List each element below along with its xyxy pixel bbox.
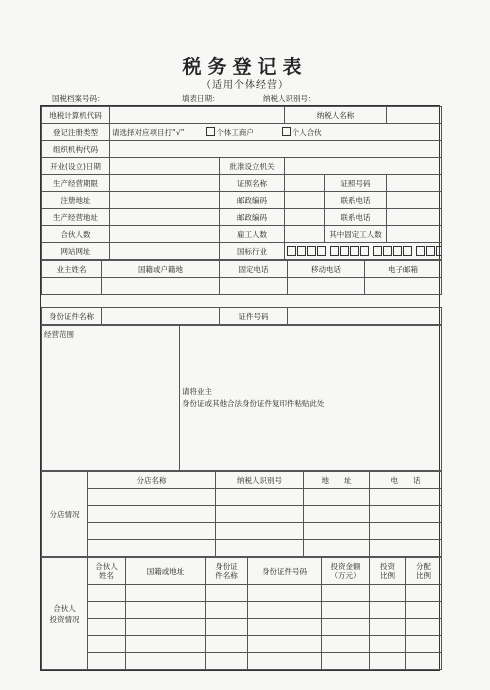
- basic-info-table: [41, 106, 442, 260]
- approving-org-label: 批准设立机关: [220, 158, 285, 175]
- partner-table: [41, 557, 442, 670]
- cert-name-label: 证照名称: [220, 175, 285, 192]
- local-tax-code-field[interactable]: [110, 107, 285, 124]
- owner-nationality-field[interactable]: [102, 278, 220, 295]
- table-row[interactable]: [88, 506, 216, 523]
- open-date-field[interactable]: [110, 158, 220, 175]
- reg-address-label: 注册地址: [42, 192, 110, 209]
- partner-name-header: 合伙人 姓名: [88, 558, 126, 585]
- table-row[interactable]: [88, 619, 126, 636]
- fixed-employees-field[interactable]: [387, 226, 442, 243]
- postcode2-label: 邮政编码: [220, 209, 285, 226]
- owner-name-label: 业主姓名: [42, 261, 102, 278]
- archive-no-label: 国税档案号码：: [52, 94, 105, 103]
- owner-id-no-field[interactable]: [288, 308, 442, 325]
- owner-email-field[interactable]: [365, 278, 442, 295]
- registration-form: [40, 105, 440, 671]
- business-term-field[interactable]: [110, 175, 220, 192]
- partner-amount-header: 投资金额 （万元）: [322, 558, 370, 585]
- owner-id-no-label: 证件号码: [220, 308, 288, 325]
- postcode1-field[interactable]: [285, 192, 325, 209]
- industry-code-boxes[interactable]: [285, 243, 442, 260]
- partners-count-field[interactable]: [110, 226, 220, 243]
- table-row[interactable]: [88, 540, 216, 557]
- website-label: 网站网址: [42, 243, 110, 260]
- website-field[interactable]: [110, 243, 220, 260]
- biz-address-field[interactable]: [110, 209, 220, 226]
- taxpayer-id-label: 纳税人识别号：: [263, 94, 316, 103]
- biz-address-label: 生产经营地址: [42, 209, 110, 226]
- branch-phone-header: 电 话: [370, 472, 442, 489]
- form-title: 税务登记表: [182, 56, 308, 78]
- scope-label: 经营范围: [44, 330, 74, 339]
- branch-address-header: 地 址: [304, 472, 370, 489]
- partner-ratio-header: 投资 比例: [370, 558, 406, 585]
- org-code-field[interactable]: [110, 141, 442, 158]
- table-row[interactable]: [88, 636, 126, 653]
- cert-name-field[interactable]: [285, 175, 325, 192]
- industry-label: 国标行业: [220, 243, 285, 260]
- owner-id-type-field[interactable]: [102, 308, 220, 325]
- local-tax-code-label: 地税计算机代码: [42, 107, 110, 124]
- table-row[interactable]: [88, 523, 216, 540]
- table-row[interactable]: [88, 585, 126, 602]
- fill-date-label: 填表日期：: [182, 94, 220, 103]
- employees-label: 雇工人数: [220, 226, 285, 243]
- employees-field[interactable]: [285, 226, 325, 243]
- owner-nationality-label: 国籍或户籍地: [102, 261, 220, 278]
- owner-mobile-label: 移动电话: [288, 261, 365, 278]
- cert-no-label: 证照号码: [325, 175, 387, 192]
- branch-name-header: 分店名称: [88, 472, 216, 489]
- reg-type-hint: 请选择对应项目打“√”: [112, 127, 185, 137]
- form-subtitle: （适用个体经营）: [201, 80, 289, 91]
- owner-mobile-field[interactable]: [288, 278, 365, 295]
- id-copy-note-1: 请将业主: [182, 387, 212, 396]
- cert-no-field[interactable]: [387, 175, 442, 192]
- phone1-label: 联系电话: [325, 192, 387, 209]
- owner-table: [41, 260, 442, 325]
- table-row[interactable]: [88, 489, 216, 506]
- fixed-employees-label: 其中固定工人数: [325, 226, 387, 243]
- phone2-label: 联系电话: [325, 209, 387, 226]
- owner-landline-field[interactable]: [220, 278, 288, 295]
- partner-id-type-header: 身份证 件名称: [206, 558, 248, 585]
- owner-landline-label: 固定电话: [220, 261, 288, 278]
- open-date-label: 开业(设立)日期: [42, 158, 110, 175]
- approving-org-field[interactable]: [285, 158, 442, 175]
- scope-field[interactable]: [42, 326, 180, 471]
- taxpayer-name-field[interactable]: [387, 107, 442, 124]
- partners-count-label: 合伙人数: [42, 226, 110, 243]
- partner-nationality-header: 国籍或地址: [126, 558, 206, 585]
- branch-taxpayer-id-header: 纳税人识别号: [216, 472, 304, 489]
- checkbox-individual[interactable]: [206, 127, 215, 136]
- opt-partnership-label: 个人合伙: [291, 127, 322, 137]
- scope-table: [41, 325, 442, 471]
- branch-table: [41, 471, 442, 557]
- owner-email-label: 电子邮箱: [365, 261, 442, 278]
- reg-type-options: [110, 124, 442, 141]
- spacer-row: [42, 295, 442, 308]
- partner-dist-header: 分配 比例: [406, 558, 442, 585]
- reg-address-field[interactable]: [110, 192, 220, 209]
- table-row[interactable]: [88, 653, 126, 670]
- table-row[interactable]: [88, 602, 126, 619]
- phone1-field[interactable]: [387, 192, 442, 209]
- id-copy-note-2: 身份证或其他合法身份证件复印件粘贴此处: [182, 399, 325, 408]
- checkbox-partnership[interactable]: [282, 127, 291, 136]
- postcode1-label: 邮政编码: [220, 192, 285, 209]
- partner-id-no-header: 身份证件号码: [248, 558, 322, 585]
- phone2-field[interactable]: [387, 209, 442, 226]
- opt-individual-label: 个体工商户: [216, 127, 254, 137]
- postcode2-field[interactable]: [285, 209, 325, 226]
- owner-id-type-label: 身份证件名称: [42, 308, 102, 325]
- owner-name-field[interactable]: [42, 278, 102, 295]
- org-code-label: 组织机构代码: [42, 141, 110, 158]
- taxpayer-name-label: 纳税人名称: [285, 107, 387, 124]
- business-term-label: 生产经营期限: [42, 175, 110, 192]
- partner-label: 合伙人 投资情况: [42, 558, 88, 670]
- branch-label: 分店情况: [42, 472, 88, 557]
- id-copy-area: [180, 326, 442, 471]
- reg-type-label: 登记注册类型: [42, 124, 110, 141]
